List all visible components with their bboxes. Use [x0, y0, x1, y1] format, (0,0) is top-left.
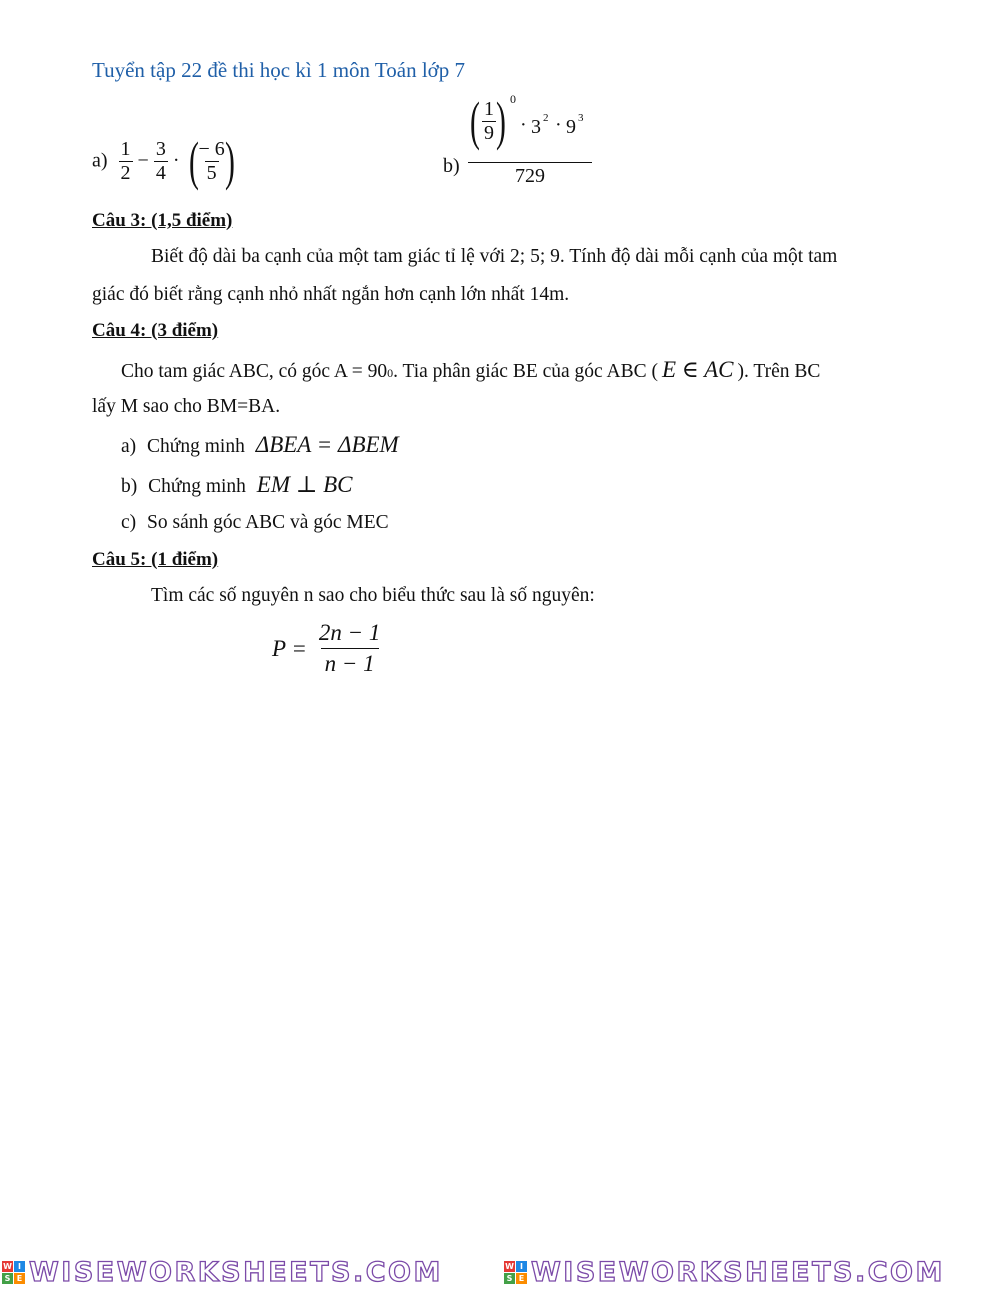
dot-operator: · [555, 114, 562, 136]
list-item [121, 472, 353, 498]
watermark-group-1 [2, 1257, 443, 1288]
list-item [121, 432, 399, 458]
exercise-a [92, 131, 239, 191]
logo-letter: S [2, 1273, 13, 1284]
math-e-in-ac: E ∈ AC [661, 357, 734, 382]
item-label: b) [121, 476, 138, 497]
fraction-3-4 [154, 138, 168, 185]
fraction-1-9 [482, 98, 496, 145]
logo-letter: E [516, 1273, 527, 1284]
left-paren: ( [470, 91, 480, 151]
question-4-line-2: lấy M sao cho BM=BA. [92, 396, 281, 417]
formula-lhs: P = [272, 635, 307, 661]
degree-sup: 0 [387, 366, 394, 380]
exercise-a-label: a) [92, 149, 108, 172]
footer-watermark [0, 1252, 1000, 1291]
exponent-2: 2 [543, 112, 549, 124]
numerator: 1 [484, 98, 494, 120]
logo-letter: W [505, 1262, 514, 1271]
denominator: 2 [120, 161, 131, 184]
logo-letter: I [14, 1261, 25, 1272]
list-item [121, 512, 389, 534]
question-3-heading: Câu 3: (1,5 điểm) [92, 210, 233, 231]
exponent-3: 3 [578, 112, 584, 124]
outer-exponent: 0 [510, 92, 516, 106]
formula-fraction [315, 620, 385, 677]
base-9: 9 [566, 116, 576, 138]
logo-letter: I [516, 1261, 527, 1272]
denominator: n − 1 [321, 648, 379, 677]
logo-letter: E [14, 1273, 25, 1284]
exercise-b-label: b) [443, 155, 460, 177]
fraction-neg6-5 [196, 138, 226, 185]
numerator: 3 [155, 137, 166, 160]
minus-sign: − [137, 149, 149, 172]
watermark-text: WISEWORKSHEETS.COM [531, 1257, 945, 1288]
item-text: Chứng minh [148, 476, 246, 497]
item-math: EM ⊥ BC [256, 472, 353, 497]
logo-letter: W [3, 1262, 12, 1271]
base-3: 3 [531, 116, 541, 138]
item-math: ΔBEA = ΔBEM [255, 432, 399, 457]
logo-icon [2, 1261, 25, 1284]
question-3-line-1: Biết độ dài ba cạnh của một tam giác tỉ lệ với 2; 5; 9. Tính độ dài mỗi cạnh của một tam [151, 246, 838, 267]
document-title: Tuyển tập 22 đề thi học kì 1 môn Toán lớp 7 [92, 58, 466, 82]
question-4-line-1 [121, 357, 906, 383]
right-paren: ) [496, 91, 506, 151]
left-paren: ( [188, 131, 199, 191]
logo-icon [504, 1261, 527, 1284]
right-paren: ) [224, 131, 235, 191]
dot-operator: · [520, 114, 527, 136]
text-part: Cho tam giác ABC, có góc A = 90 [121, 361, 388, 382]
numerator: 2n − 1 [318, 620, 381, 645]
item-label: c) [121, 512, 137, 533]
denominator: 4 [155, 161, 166, 184]
item-text: So sánh góc ABC và góc MEC [147, 512, 389, 533]
numerator: − 6 [198, 137, 225, 160]
dot-operator: · [172, 149, 180, 172]
item-text: Chứng minh [147, 436, 245, 457]
item-label: a) [121, 436, 137, 457]
formula-p [272, 620, 384, 677]
question-5-line-1: Tìm các số nguyên n sao cho biểu thức sau là số nguyên: [151, 585, 595, 606]
denominator: 5 [206, 161, 217, 184]
fraction-1-2 [119, 138, 133, 185]
question-5-heading: Câu 5: (1 điểm) [92, 549, 219, 570]
text-part: ). Trên BC [737, 361, 821, 382]
watermark-group-2 [504, 1257, 945, 1288]
numerator: 1 [120, 137, 131, 160]
exercise-b-fraction [468, 91, 592, 188]
watermark-text: WISEWORKSHEETS.COM [29, 1257, 443, 1288]
denominator: 9 [484, 122, 494, 144]
question-4-heading: Câu 4: (3 điểm) [92, 320, 219, 341]
logo-letter: S [504, 1273, 515, 1284]
denominator-729: 729 [468, 162, 592, 188]
text-part: . Tia phân giác BE của góc ABC ( [393, 361, 658, 382]
question-3-line-2: giác đó biết rằng cạnh nhỏ nhất ngắn hơn cạnh lớn nhất 14m. [92, 284, 570, 305]
exercise-b-numerator [468, 91, 592, 162]
